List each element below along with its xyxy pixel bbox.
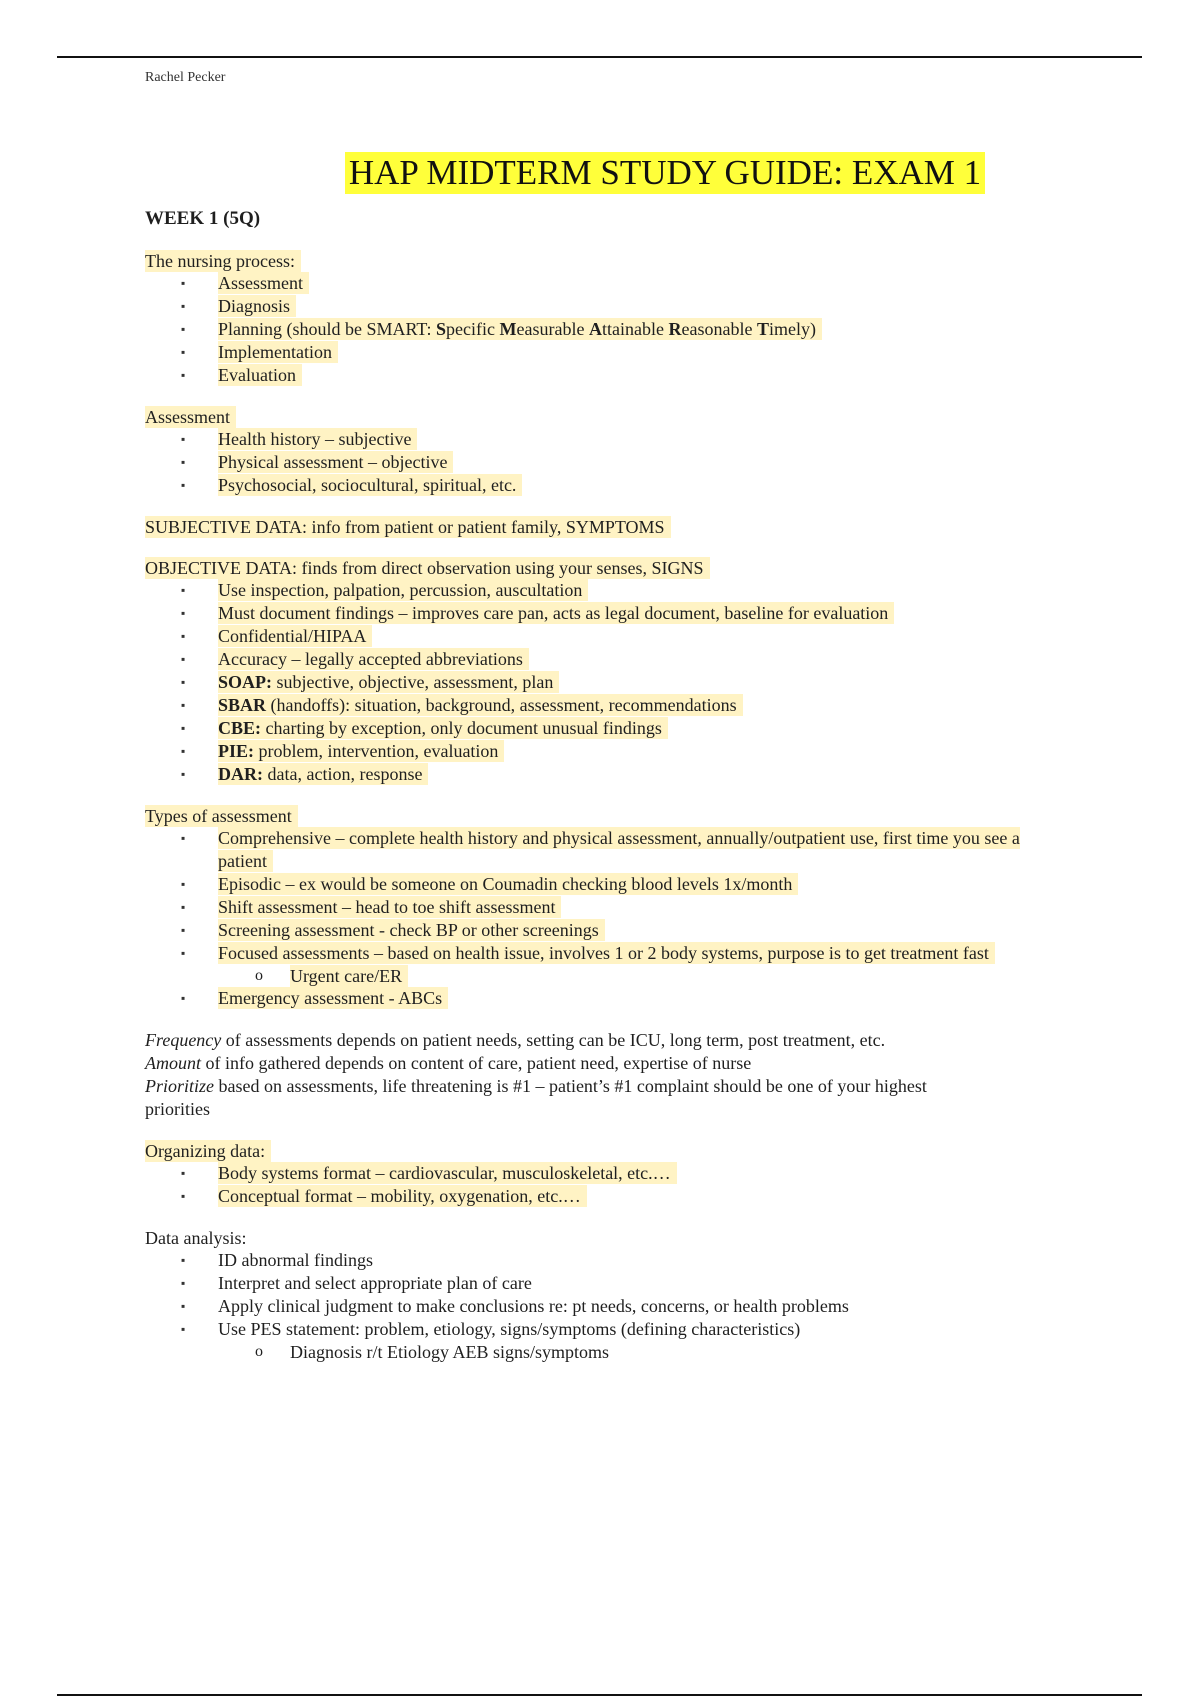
format-desc: problem, intervention, evaluation: [254, 741, 499, 761]
frequency-line: [145, 1029, 1105, 1052]
list-item: [145, 364, 1105, 387]
format-term: SOAP:: [218, 672, 272, 692]
section-heading: Data analysis:: [145, 1228, 247, 1248]
frequency-text: of assessments depends on patient needs, setting can be ICU, long term, post treatment, etc.: [221, 1030, 886, 1050]
list-item: [145, 625, 1105, 648]
author-name: Rachel Pecker: [145, 70, 226, 85]
sub-list-item: [218, 965, 1105, 987]
list-item-text: Conceptual format – mobility, oxygenation, etc.…: [218, 1185, 587, 1207]
list-item: [145, 942, 1105, 987]
organizing-section: [145, 1140, 1105, 1208]
title-wrap: [145, 152, 1105, 194]
list-item-text: Use PES statement: problem, etiology, signs/symptoms (defining characteristics): [218, 1319, 801, 1339]
list-item-text: Must document findings – improves care pan, acts as legal document, baseline for evaluation: [218, 602, 894, 624]
format-term: PIE:: [218, 741, 254, 761]
objective-section: [145, 557, 1105, 786]
list-item-text: Use inspection, palpation, percussion, auscultation: [218, 579, 588, 601]
format-term: DAR:: [218, 764, 263, 784]
smart-r: R: [668, 319, 682, 339]
smart-t-rest: imely): [768, 319, 816, 339]
list-item: [145, 694, 1105, 717]
sub-list-item-text: Urgent care/ER: [290, 965, 408, 987]
subjective-data-text: SUBJECTIVE DATA: info from patient or patient family, SYMPTOMS: [145, 516, 671, 538]
list-item-text: Physical assessment – objective: [218, 451, 453, 473]
format-desc: data, action, response: [263, 764, 423, 784]
sub-list: [218, 1341, 1105, 1363]
prioritize-line: [145, 1075, 965, 1121]
smart-m: M: [499, 319, 517, 339]
assessment-section: [145, 406, 1105, 497]
list-item-text: Health history – subjective: [218, 428, 417, 450]
list-item: [145, 451, 1105, 474]
list-item: [145, 341, 1105, 364]
header-rule: [57, 56, 1142, 58]
list-item: [145, 987, 1105, 1010]
bullet-list: [145, 1162, 1105, 1208]
section-heading: OBJECTIVE DATA: finds from direct observation using your senses, SIGNS: [145, 557, 710, 579]
format-term: SBAR: [218, 695, 267, 715]
smart-t: T: [756, 319, 769, 339]
list-item-text: Psychosocial, sociocultural, spiritual, etc.: [218, 474, 522, 496]
list-item: [145, 1318, 1105, 1363]
list-item: [145, 740, 1105, 763]
list-item: ▪ Interpret and select appropriate plan of care: [145, 1272, 1105, 1295]
prioritize-term: Prioritize: [145, 1076, 215, 1096]
bullet-list: [145, 579, 1105, 786]
list-item-text: Episodic – ex would be someone on Coumadin checking blood levels 1x/month: [218, 873, 798, 895]
list-item-text: Body systems format – cardiovascular, musculoskeletal, etc.…: [218, 1162, 677, 1184]
format-desc: subjective, objective, assessment, plan: [272, 672, 554, 692]
list-item-text: Assessment: [218, 272, 309, 294]
list-item: [145, 763, 1105, 786]
list-item-text: Confidential/HIPAA: [218, 625, 372, 647]
section-heading: Types of assessment: [145, 805, 298, 827]
nursing-process-section: [145, 250, 1105, 387]
sub-list-item: o Diagnosis r/t Etiology AEB signs/symptoms: [218, 1341, 1105, 1363]
list-item: ▪ Apply clinical judgment to make conclusions re: pt needs, concerns, or health problems: [145, 1295, 1105, 1318]
section-heading: Organizing data:: [145, 1140, 271, 1162]
smart-a-rest: ttainable: [601, 319, 669, 339]
list-item: [145, 1185, 1105, 1208]
smart-m-rest: easurable: [516, 319, 589, 339]
amount-text: of info gathered depends on content of care, patient need, expertise of nurse: [201, 1053, 752, 1073]
list-item-text: Evaluation: [218, 364, 302, 386]
section-heading: Assessment: [145, 406, 236, 428]
list-item-text: Implementation: [218, 341, 338, 363]
list-item-text: Emergency assessment - ABCs: [218, 987, 448, 1009]
list-item: [145, 474, 1105, 497]
list-item: [145, 919, 1105, 942]
list-item: [145, 827, 1105, 873]
bullet-list: [145, 272, 1105, 387]
smart-s: S: [436, 319, 447, 339]
list-item: [145, 602, 1105, 625]
types-section: [145, 805, 1105, 1010]
planning-text: [218, 318, 822, 340]
list-item: [145, 272, 1105, 295]
format-term: CBE:: [218, 718, 262, 738]
amount-term: Amount: [145, 1053, 201, 1073]
prioritize-text: based on assessments, life threatening is #1 – patient’s #1 complaint should be one of your highest priorities: [145, 1076, 927, 1119]
sub-list: [218, 965, 1105, 987]
bullet-list: [145, 827, 1105, 1010]
list-item: [145, 1162, 1105, 1185]
list-item-text: Comprehensive – complete health history and physical assessment, annually/outpatient use, first time you see a patient: [218, 828, 1020, 871]
list-item-text: Accuracy – legally accepted abbreviations: [218, 648, 529, 670]
section-heading: The nursing process:: [145, 250, 301, 272]
format-desc: charting by exception, only document unusual findings: [261, 718, 662, 738]
smart-r-rest: easonable: [681, 319, 757, 339]
list-item-text: Diagnosis: [218, 295, 296, 317]
planning-prefix: Planning (should be SMART:: [218, 319, 437, 339]
list-item: [145, 318, 1105, 341]
smart-s-rest: pecific: [446, 319, 500, 339]
footer-rule: [57, 1694, 1142, 1696]
list-item: [145, 295, 1105, 318]
subjective-section: [145, 516, 1105, 538]
list-item-text: Focused assessments – based on health issue, involves 1 or 2 body systems, purpose is to get treatment fast: [218, 942, 995, 964]
smart-a: A: [588, 319, 602, 339]
list-item: [145, 873, 1105, 896]
list-item: [145, 428, 1105, 451]
document-body: [145, 152, 1105, 1363]
list-item: [145, 579, 1105, 602]
notes-section: [145, 1029, 1105, 1121]
list-item-text: Screening assessment - check BP or other screenings: [218, 919, 605, 941]
amount-line: [145, 1052, 1105, 1075]
analysis-section: [145, 1227, 1105, 1363]
list-item: ▪ ID abnormal findings: [145, 1249, 1105, 1272]
bullet-list: [145, 1249, 1105, 1363]
frequency-term: Frequency: [145, 1030, 222, 1050]
list-item: [145, 896, 1105, 919]
page-title: HAP MIDTERM STUDY GUIDE: EXAM 1: [345, 152, 985, 194]
bullet-list: [145, 428, 1105, 497]
week-heading: WEEK 1 (5Q): [145, 208, 261, 229]
format-desc: (handoffs): situation, background, assessment, recommendations: [266, 695, 737, 715]
list-item: [145, 717, 1105, 740]
list-item: [145, 671, 1105, 694]
list-item-text: Shift assessment – head to toe shift assessment: [218, 896, 561, 918]
list-item: [145, 648, 1105, 671]
